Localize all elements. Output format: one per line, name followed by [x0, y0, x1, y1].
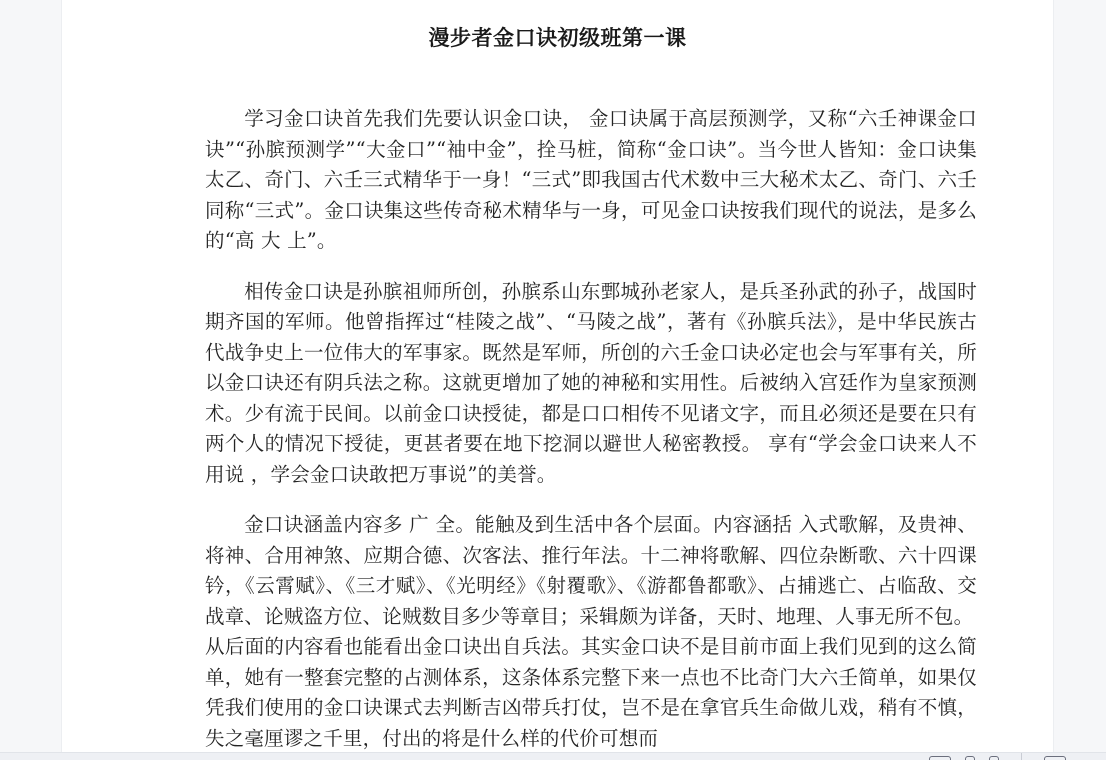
fit-page-button[interactable]: [929, 756, 951, 760]
paragraph-text: 金口诀涵盖内容多 广 全。能触及到生活中各个层面。内容涵括 入式歌解，及贵神、将神、合用神煞、应期合德、次客法、推行年法。十二神将歌解、四位杂断歌、六十四课钤，《云霄赋》、《三才赋》、《光明经》《射覆歌》、《游都鲁都歌》、占捕逃亡、占临敌、交战章、论贼盗方位、论贼数目多少等章目；采辑颇为详备，天时、地理、人事无所不包。: [205, 513, 977, 628]
paragraph-3: [205, 510, 977, 632]
paragraph-text: 从后面的内容看也能看出金口诀出自兵法。其实金口诀不是目前市面上我们见到的这么简单，她有一整套完整的占测体系，这条体系完整下来一点也不比奇门大六壬简单，如果仅凭我们使用的金口诀课式去判断吉凶带兵打仗，岂不是在拿官兵生命做儿戏，稍有不慎，失之毫厘谬之千里，付出的将是什么样的代价可想而: [205, 635, 977, 750]
paragraph-4: [205, 632, 977, 752]
document-body: [62, 52, 1053, 752]
two-page-button[interactable]: [989, 756, 999, 760]
toolbar-button-group: [929, 753, 1106, 760]
document-page: [62, 0, 1053, 752]
toolbar-divider: [1021, 753, 1022, 760]
single-page-button[interactable]: [965, 756, 975, 760]
paragraph-text: 学习金口诀首先我们先要认识金口诀， 金口诀属于高层预测学，又称“六壬神课金口诀”“孙膑预测学”“大金口”“袖中金”，拴马桩，简称“金口诀”。当今世人皆知：金口诀集太乙、奇门、六壬三式精华于一身！“三式”即我国古代术数中三大秘术太乙、奇门、六壬同称“三式”。金口诀集这些传奇秘术精华与一身，可见金口诀按我们现代的说法，是多么的“高 大 上”。: [205, 107, 977, 252]
paragraph-text: 相传金口诀是孙膑祖师所创，孙膑系山东鄄城孙老家人，是兵圣孙武的孙子，战国时期齐国的军师。他曾指挥过“桂陵之战”、“马陵之战”，著有《孙膑兵法》，是中华民族古代战争史上一位伟大的军事家。既然是军师，所创的六壬金口诀必定也会与军事有关，所以金口诀还有阴兵法之称。这就更增加了她的神秘和实用性。后被纳入宫廷作为皇家预测术。少有流于民间。以前金口诀授徒，都是口口相传不见诸文字，而且必须还是要在只有两个人的情况下授徒，更甚者要在地下挖洞以避世人秘密教授。 享有“学会金口诀来人不用说 ，学会金口诀敢把万事说”的美誉。: [205, 279, 977, 486]
viewer-toolbar[interactable]: [0, 752, 1106, 760]
presentation-button[interactable]: [1044, 756, 1066, 760]
paragraph-1: [205, 104, 977, 257]
paragraph-2: [205, 277, 977, 491]
page-title: 漫步者金口诀初级班第一课: [428, 25, 687, 50]
page-right-edge: [1053, 0, 1054, 752]
